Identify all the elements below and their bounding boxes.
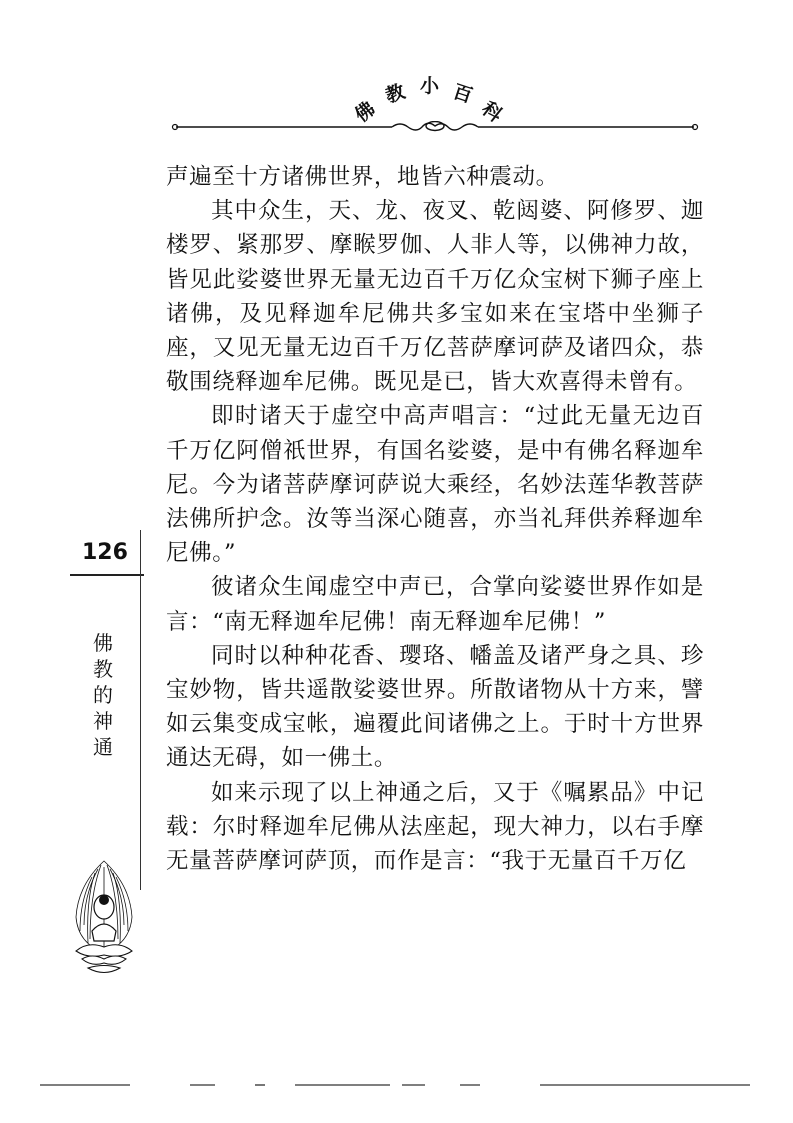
paragraph: 即时诸天于虚空中高声唱言：“过此无量无边百千万亿阿僧祇世界，有国名娑婆，是中有佛名释迦牟尼。今为诸菩萨摩诃萨说大乘经，名妙法莲华教菩萨法佛所护念。汝等当深心随喜，亦当礼拜供养释迦牟尼佛。” xyxy=(166,403,704,567)
book-title-char: 科 xyxy=(477,97,507,127)
body-text xyxy=(166,160,704,878)
paragraph: 彼诸众生闻虚空中声已，合掌向娑婆世界作如是言：“南无释迦牟尼佛！南无释迦牟尼佛！” xyxy=(166,574,704,635)
book-title-char: 小 xyxy=(420,75,440,97)
page-number-rule xyxy=(70,574,144,576)
buddha-lotus-icon xyxy=(68,855,140,980)
chapter-title: 佛 教 的 神 通 xyxy=(93,631,113,759)
ornamental-rule xyxy=(170,121,700,133)
paragraph: 其中众生，天、龙、夜叉、乾闼婆、阿修罗、迦楼罗、紧那罗、摩睺罗伽、人非人等，以佛神力故，皆见此娑婆世界无量无边百千万亿众宝树下狮子座上诸佛，及见释迦牟尼佛共多宝如来在宝塔中坐狮子座，又见无量无边百千万亿菩萨摩诃萨及诸四众，恭敬围绕释迦牟尼佛。既见是已，皆大欢喜得未曾有。 xyxy=(166,198,704,396)
scan-footer-artifact xyxy=(40,1082,750,1088)
book-title-char: 佛 xyxy=(350,97,380,127)
paragraph: 如来示现了以上神通之后，又于《嘱累品》中记载：尔时释迦牟尼佛从法座起，现大神力，以右手摩无量菩萨摩诃萨顶，而作是言：“我于无量百千万亿 xyxy=(166,779,704,875)
paragraph: 同时以种种花香、璎珞、幡盖及诸严身之具、珍宝妙物，皆共遥散娑婆世界。所散诸物从十方来，譬如云集变成宝帐，遍覆此间诸佛之上。于时十方世界通达无碍，如一佛土。 xyxy=(166,642,704,772)
sidebar-divider xyxy=(140,530,141,890)
book-title-char: 百 xyxy=(450,80,476,108)
running-header xyxy=(170,55,700,145)
book-title-char: 教 xyxy=(382,80,408,108)
paragraph: 声遍至十方诸佛世界，地皆六种震动。 xyxy=(166,164,559,190)
page-number: 126 xyxy=(82,540,128,565)
